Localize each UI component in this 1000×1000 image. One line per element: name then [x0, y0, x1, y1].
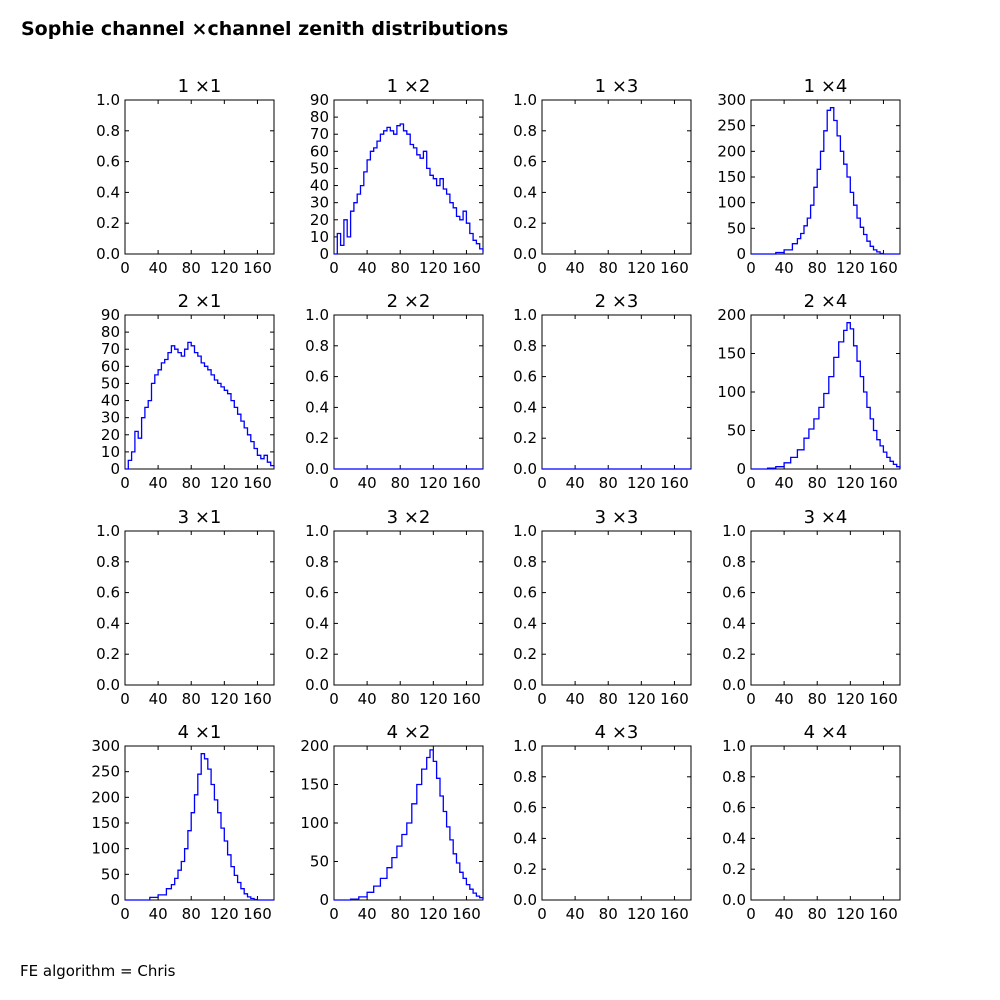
- y-tick-label: 0.8: [513, 121, 537, 140]
- y-tick-label: 0.4: [305, 614, 329, 633]
- y-tick-label: 200: [91, 788, 120, 807]
- subplot-title: 2 ×2: [386, 291, 431, 312]
- y-tick-label: 0.2: [513, 214, 537, 233]
- y-tick-label: 200: [717, 306, 746, 324]
- x-tick-label: 0: [120, 259, 130, 277]
- x-tick-label: 120: [210, 259, 239, 277]
- y-tick-label: 80: [309, 108, 329, 127]
- y-tick-label: 0.0: [305, 460, 329, 478]
- x-tick-label: 80: [181, 474, 201, 492]
- subplot-2-4: [717, 291, 900, 492]
- y-tick-label: 0.6: [513, 798, 537, 817]
- subplot-4-4: [722, 722, 900, 923]
- subplot-title: 1 ×2: [386, 76, 431, 97]
- axes-frame: [542, 531, 691, 685]
- y-tick-label: 0.6: [722, 583, 746, 602]
- x-tick-label: 0: [746, 474, 756, 492]
- y-tick-label: 0: [319, 245, 329, 263]
- y-tick-label: 50: [726, 219, 746, 238]
- x-tick-label: 40: [357, 905, 377, 923]
- y-tick-label: 0.6: [305, 367, 329, 386]
- subplot-title: 2 ×1: [177, 291, 222, 312]
- y-tick-label: 0.2: [513, 429, 537, 448]
- x-tick-label: 80: [807, 690, 827, 708]
- x-tick-label: 40: [148, 905, 168, 923]
- y-tick-label: 1.0: [96, 522, 120, 540]
- axes-frame: [751, 100, 900, 254]
- y-tick-label: 0.0: [513, 460, 537, 478]
- x-tick-label: 80: [181, 905, 201, 923]
- x-tick-label: 80: [390, 259, 410, 277]
- x-tick-label: 80: [598, 474, 618, 492]
- x-tick-label: 0: [329, 474, 339, 492]
- y-tick-label: 70: [100, 340, 120, 359]
- x-tick-label: 120: [419, 474, 448, 492]
- y-tick-label: 0.0: [513, 676, 537, 694]
- x-tick-label: 160: [660, 474, 689, 492]
- y-tick-label: 200: [717, 142, 746, 161]
- y-tick-label: 50: [309, 159, 329, 178]
- subplot-1-3: [513, 76, 691, 277]
- subplot-4-3: [513, 722, 691, 923]
- x-tick-label: 80: [598, 690, 618, 708]
- y-tick-label: 0.6: [96, 583, 120, 602]
- x-tick-label: 0: [120, 690, 130, 708]
- y-tick-label: 0.0: [96, 676, 120, 694]
- x-tick-label: 0: [329, 905, 339, 923]
- axes-frame: [542, 100, 691, 254]
- x-tick-label: 0: [329, 259, 339, 277]
- x-tick-label: 160: [452, 474, 481, 492]
- x-tick-label: 160: [869, 905, 898, 923]
- y-tick-label: 30: [309, 193, 329, 212]
- y-tick-label: 0.0: [513, 245, 537, 263]
- x-tick-label: 120: [627, 690, 656, 708]
- subplot-title: 4 ×4: [803, 722, 848, 743]
- x-tick-label: 0: [120, 474, 130, 492]
- x-tick-label: 120: [627, 259, 656, 277]
- x-tick-label: 160: [243, 474, 272, 492]
- x-tick-label: 120: [836, 905, 865, 923]
- y-tick-label: 0.2: [305, 645, 329, 664]
- y-tick-label: 0.4: [96, 614, 120, 633]
- x-tick-label: 40: [357, 690, 377, 708]
- y-tick-label: 250: [91, 762, 120, 781]
- y-tick-label: 0.4: [513, 183, 537, 202]
- y-tick-label: 0.6: [513, 583, 537, 602]
- x-tick-label: 80: [807, 905, 827, 923]
- y-tick-label: 150: [91, 814, 120, 832]
- y-tick-label: 50: [100, 374, 120, 393]
- x-tick-label: 120: [210, 690, 239, 708]
- y-tick-label: 100: [91, 839, 120, 858]
- x-tick-label: 80: [181, 690, 201, 708]
- y-tick-label: 0.8: [305, 552, 329, 571]
- y-tick-label: 250: [717, 116, 746, 135]
- x-tick-label: 0: [537, 474, 547, 492]
- subplot-title: 2 ×4: [803, 291, 848, 312]
- y-tick-label: 0.0: [96, 245, 120, 263]
- subplot-title: 4 ×1: [177, 722, 222, 743]
- y-tick-label: 50: [309, 852, 329, 871]
- x-tick-label: 120: [419, 905, 448, 923]
- subplot-2-1: [101, 291, 274, 492]
- y-tick-label: 1.0: [722, 522, 746, 540]
- y-tick-label: 70: [309, 125, 329, 144]
- y-tick-label: 1.0: [513, 737, 537, 755]
- subplot-1-1: [96, 76, 274, 277]
- y-tick-label: 0.6: [513, 367, 537, 386]
- y-tick-label: 0: [110, 460, 120, 478]
- subplot-title: 3 ×3: [594, 507, 639, 528]
- y-tick-label: 0.8: [722, 767, 746, 786]
- y-tick-label: 0.8: [96, 121, 120, 140]
- y-tick-label: 150: [300, 775, 329, 794]
- subplot-title: 1 ×4: [803, 76, 848, 97]
- x-tick-label: 160: [660, 259, 689, 277]
- y-tick-label: 0.4: [722, 614, 746, 633]
- y-tick-label: 0: [736, 460, 746, 478]
- y-tick-label: 150: [717, 344, 746, 363]
- y-tick-label: 0.4: [513, 829, 537, 848]
- x-tick-label: 160: [869, 259, 898, 277]
- x-tick-label: 120: [210, 474, 239, 492]
- y-tick-label: 20: [100, 425, 120, 444]
- y-tick-label: 0.2: [96, 214, 120, 233]
- y-tick-label: 50: [726, 421, 746, 440]
- subplot-title: 1 ×1: [177, 76, 222, 97]
- x-tick-label: 40: [774, 690, 794, 708]
- axes-frame: [542, 315, 691, 469]
- y-tick-label: 10: [100, 442, 120, 461]
- y-tick-label: 0.4: [722, 829, 746, 848]
- subplot-3-3: [513, 507, 691, 708]
- axes-frame: [125, 531, 274, 685]
- y-tick-label: 0.0: [513, 891, 537, 909]
- subplot-3-4: [722, 507, 900, 708]
- y-tick-label: 0.0: [722, 676, 746, 694]
- x-tick-label: 160: [660, 905, 689, 923]
- x-tick-label: 160: [660, 690, 689, 708]
- subplot-title: 4 ×3: [594, 722, 639, 743]
- subplot-title: 1 ×3: [594, 76, 639, 97]
- y-tick-label: 200: [300, 737, 329, 755]
- y-tick-label: 100: [717, 383, 746, 401]
- y-tick-label: 0.6: [96, 152, 120, 171]
- y-tick-label: 1.0: [96, 91, 120, 109]
- x-tick-label: 40: [565, 474, 585, 492]
- y-tick-label: 0.8: [513, 767, 537, 786]
- x-tick-label: 160: [243, 905, 272, 923]
- y-tick-label: 300: [91, 737, 120, 755]
- y-tick-label: 0.8: [513, 336, 537, 355]
- histogram-line: [125, 342, 274, 469]
- figure-title: Sophie channel ×channel zenith distributions: [21, 18, 509, 40]
- y-tick-label: 100: [300, 814, 329, 832]
- axes-frame: [334, 100, 483, 254]
- y-tick-label: 150: [717, 168, 746, 186]
- y-tick-label: 90: [309, 91, 329, 109]
- axes-frame: [542, 746, 691, 900]
- x-tick-label: 160: [452, 259, 481, 277]
- x-tick-label: 160: [869, 474, 898, 492]
- x-tick-label: 80: [390, 905, 410, 923]
- x-tick-label: 0: [537, 259, 547, 277]
- x-tick-label: 40: [774, 259, 794, 277]
- y-tick-label: 0.2: [96, 645, 120, 664]
- x-tick-label: 120: [836, 259, 865, 277]
- y-tick-label: 1.0: [513, 306, 537, 324]
- subplot-title: 3 ×2: [386, 507, 431, 528]
- x-tick-label: 160: [869, 690, 898, 708]
- axes-frame: [334, 531, 483, 685]
- y-tick-label: 0.2: [513, 645, 537, 664]
- y-tick-label: 0.6: [722, 798, 746, 817]
- y-tick-label: 0.2: [722, 860, 746, 879]
- y-tick-label: 100: [717, 193, 746, 212]
- x-tick-label: 40: [774, 474, 794, 492]
- y-tick-label: 0.4: [96, 183, 120, 202]
- y-tick-label: 1.0: [513, 522, 537, 540]
- y-tick-label: 0.4: [305, 398, 329, 417]
- y-tick-label: 0.6: [513, 152, 537, 171]
- y-tick-label: 0.6: [305, 583, 329, 602]
- x-tick-label: 160: [452, 690, 481, 708]
- y-tick-label: 0.2: [305, 429, 329, 448]
- x-tick-label: 120: [210, 905, 239, 923]
- x-tick-label: 80: [807, 474, 827, 492]
- y-tick-label: 60: [309, 142, 329, 161]
- y-tick-label: 0: [736, 245, 746, 263]
- y-tick-label: 20: [309, 210, 329, 229]
- y-tick-label: 40: [309, 176, 329, 195]
- x-tick-label: 160: [243, 690, 272, 708]
- x-tick-label: 0: [537, 690, 547, 708]
- histogram-line: [334, 124, 483, 254]
- subplot-title: 3 ×1: [177, 507, 222, 528]
- x-tick-label: 40: [357, 474, 377, 492]
- y-tick-label: 60: [100, 357, 120, 376]
- axes-frame: [125, 746, 274, 900]
- y-tick-label: 0.0: [722, 891, 746, 909]
- x-tick-label: 40: [565, 259, 585, 277]
- x-tick-label: 80: [807, 259, 827, 277]
- x-tick-label: 40: [774, 905, 794, 923]
- x-tick-label: 40: [148, 474, 168, 492]
- x-tick-label: 80: [598, 259, 618, 277]
- y-tick-label: 0.4: [513, 614, 537, 633]
- subplot-2-2: [305, 291, 483, 492]
- y-tick-label: 30: [100, 408, 120, 427]
- x-tick-label: 40: [565, 905, 585, 923]
- x-tick-label: 120: [627, 474, 656, 492]
- x-tick-label: 40: [148, 259, 168, 277]
- axes-frame: [334, 315, 483, 469]
- y-tick-label: 1.0: [722, 737, 746, 755]
- x-tick-label: 80: [181, 259, 201, 277]
- y-tick-label: 0: [319, 891, 329, 909]
- axes-frame: [751, 315, 900, 469]
- figure-footer: FE algorithm = Chris: [20, 962, 176, 980]
- x-tick-label: 80: [390, 690, 410, 708]
- x-tick-label: 160: [452, 905, 481, 923]
- x-tick-label: 160: [243, 259, 272, 277]
- histogram-line: [751, 323, 900, 469]
- x-tick-label: 80: [598, 905, 618, 923]
- x-tick-label: 0: [746, 905, 756, 923]
- y-tick-label: 1.0: [305, 522, 329, 540]
- subplot-4-1: [91, 722, 274, 923]
- y-tick-label: 80: [100, 323, 120, 342]
- x-tick-label: 120: [419, 259, 448, 277]
- histogram-line: [751, 108, 900, 254]
- subplot-title: 2 ×3: [594, 291, 639, 312]
- axes-frame: [751, 531, 900, 685]
- y-tick-label: 10: [309, 227, 329, 246]
- axes-frame: [751, 746, 900, 900]
- y-tick-label: 300: [717, 91, 746, 109]
- x-tick-label: 120: [836, 690, 865, 708]
- subplot-2-3: [513, 291, 691, 492]
- histogram-line: [125, 754, 274, 900]
- y-tick-label: 0.8: [96, 552, 120, 571]
- y-tick-label: 0.4: [513, 398, 537, 417]
- x-tick-label: 120: [419, 690, 448, 708]
- x-tick-label: 40: [565, 690, 585, 708]
- y-tick-label: 50: [100, 865, 120, 884]
- x-tick-label: 120: [627, 905, 656, 923]
- x-tick-label: 40: [357, 259, 377, 277]
- subplot-3-2: [305, 507, 483, 708]
- subplot-1-4: [717, 76, 900, 277]
- x-tick-label: 0: [537, 905, 547, 923]
- y-tick-label: 0.2: [513, 860, 537, 879]
- axes-frame: [125, 315, 274, 469]
- subplot-4-2: [300, 722, 483, 923]
- x-tick-label: 0: [329, 690, 339, 708]
- y-tick-label: 0.8: [722, 552, 746, 571]
- y-tick-label: 1.0: [305, 306, 329, 324]
- y-tick-label: 0.2: [722, 645, 746, 664]
- subplot-3-1: [96, 507, 274, 708]
- subplot-title: 3 ×4: [803, 507, 848, 528]
- subplot-title: 4 ×2: [386, 722, 431, 743]
- y-tick-label: 0.0: [305, 676, 329, 694]
- y-tick-label: 0.8: [305, 336, 329, 355]
- x-tick-label: 0: [746, 259, 756, 277]
- x-tick-label: 0: [120, 905, 130, 923]
- x-tick-label: 0: [746, 690, 756, 708]
- y-tick-label: 90: [100, 306, 120, 324]
- y-tick-label: 0: [110, 891, 120, 909]
- y-tick-label: 0.8: [513, 552, 537, 571]
- x-tick-label: 40: [148, 690, 168, 708]
- x-tick-label: 80: [390, 474, 410, 492]
- y-tick-label: 40: [100, 391, 120, 410]
- y-tick-label: 1.0: [513, 91, 537, 109]
- x-tick-label: 120: [836, 474, 865, 492]
- histogram-line: [334, 750, 483, 900]
- axes-frame: [125, 100, 274, 254]
- subplot-1-2: [310, 76, 483, 277]
